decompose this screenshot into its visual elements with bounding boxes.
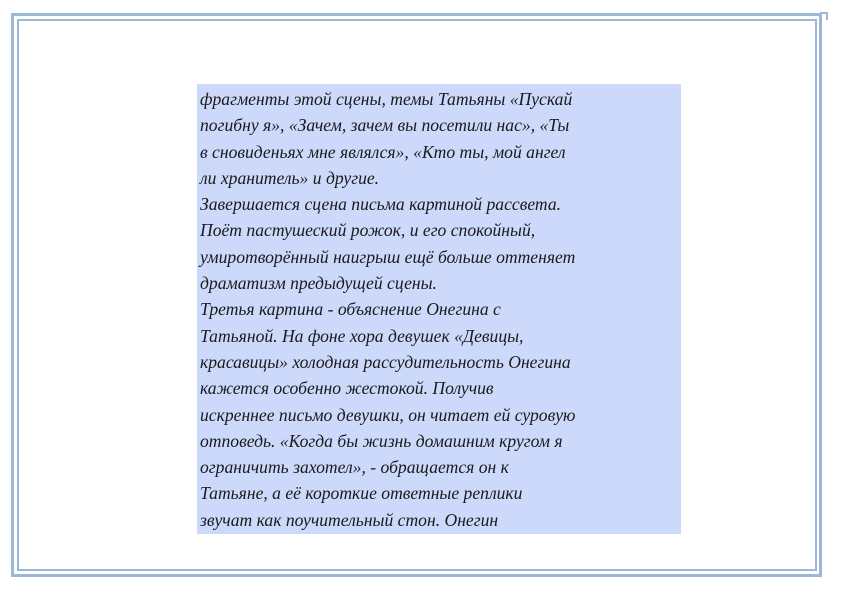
text-line: Татьяне, а её короткие ответные реплики [200,483,523,504]
text-line: ограничить захотел», - обращается он к [200,457,509,478]
text-line: умиротворённый наигрыш ещё больше оттеняет [200,246,576,267]
text-line: отповедь. «Когда бы жизнь домашним кругом я [200,430,563,451]
text-line: драматизм предыдущей сцены. [200,273,437,294]
text-line: красавицы» холодная рассудительность Онегина [200,351,571,372]
text-box [197,84,681,534]
text-line: кажется особенно жестокой. Получив [200,378,494,399]
paragraph-dawn [200,191,677,296]
text-line: в сновиденьях мне являлся», «Кто ты, мой ангел [200,141,566,162]
frame-corner-ornament [820,12,828,20]
text-line: погибну я», «Зачем, зачем вы посетили нас», «Ты [200,115,570,136]
text-line: Завершается сцена письма картиной рассвета. [200,194,562,215]
text-line: ли хранитель» и другие. [200,167,380,188]
text-line: искреннее письмо девушки, он читает ей суровую [200,404,576,425]
text-line: звучат как поучительный стон. Онегин [200,509,499,530]
paragraph-intro [200,86,677,191]
text-line: фрагменты этой сцены, темы Татьяны «Пускай [200,89,573,109]
text-line: Третья картина - объяснение Онегина с [200,299,501,320]
paragraph-third-scene [200,296,677,533]
text-line: Поёт пастушеский рожок, и его спокойный, [200,220,536,241]
text-line: Татьяной. На фоне хора девушек «Девицы, [200,325,524,346]
